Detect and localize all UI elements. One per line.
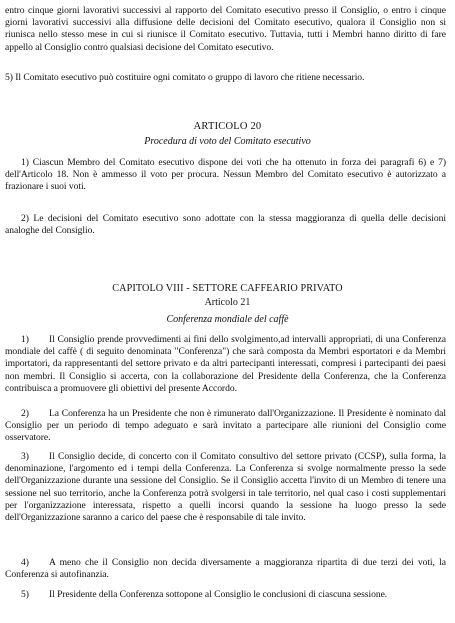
continuation-paragraph: entro cinque giorni lavorativi successivi al rapporto del Comitato esecutivo presso il Consiglio, o entro i cinque giorni lavorativi successivi alla diffusione delle decisioni del Comitato esecutivo, qualora il Consiglio non si riunisca nello stesso mese in cui si riunisce il Comitato esecutivo. Tuttavia, tutti i Membri hanno diritto di fare appello al Consiglio contro qualsiasi decisione del Comitato esecutivo.	[5, 5, 446, 53]
article-21-paragraph-3	[5, 451, 446, 524]
paragraph-number: 5)	[21, 589, 29, 600]
article-21-paragraph-4	[5, 557, 446, 581]
article-20-subheading: Procedura di voto del Comitato esecutivo	[144, 136, 311, 147]
paragraph-5-executive-committee: 5) Il Comitato esecutivo può costituire ogni comitato o gruppo di lavoro che ritiene necessario.	[5, 72, 365, 83]
article-20-paragraph-2: 2) Le decisioni del Comitato esecutivo sono adottate con la stessa maggioranza di quella delle decisioni analoghe del Consiglio.	[5, 213, 446, 237]
paragraph-text: Il Consiglio prende provvedimenti ai fini dello svolgimento,ad intervalli appropriati, di una Conferenza mondiale del caffè ( di seguito denominata "Conferenza") che sarà composta da Membri esportatori e da Membri importatori, da rappresentanti del settore privato e da altri partecipanti interessati, compresi i partecipanti dei paesi non membri. Il Consiglio si accerta, con la collaborazione del Presidente della Conferenza, che la Conferenza contribuisca a promuovere gli obiettivi del presente Accordo.	[5, 334, 446, 394]
paragraph-text: Il Presidente della Conferenza sottopone al Consiglio le conclusioni di ciascuna sessione.	[49, 589, 388, 600]
paragraph-text: A meno che il Consiglio non decida diversamente a maggioranza ripartita di due terzi dei voti, la Conferenza si autofinanzia.	[5, 557, 446, 581]
paragraph-text: Il Consiglio decide, di concerto con il Comitato consultivo del settore privato (CCSP), sulla forma, la denominazione, l'argomento ed i tempi della Conferenza. La Conferenza si svolge normalmente presso la sede dell'Organizzazione durante una sessione del Consiglio. Se il Consiglio accetta l'invito di un Membro di tenere una sessione nel suo territorio, anche la Conferenza potrà svolgersi in tale territorio, nel qual caso i costi supplementari per l'organizzazione interessata, rispetto a quelli incorsi quando la sessione ha luogo presso la sede dell'Organizzazione saranno a carico del paese che è responsabile di tale invito.	[5, 451, 446, 524]
article-21-paragraph-2	[5, 408, 446, 445]
article-20-heading: ARTICOLO 20	[193, 121, 262, 132]
paragraph-number: 1)	[21, 334, 29, 345]
paragraph-number: 4)	[21, 557, 29, 568]
article-21-heading: Articolo 21	[204, 297, 251, 308]
paragraph-number: 3)	[21, 451, 29, 462]
article-21-subheading: Conferenza mondiale del caffè	[166, 314, 289, 325]
article-21-paragraph-5	[5, 589, 446, 601]
article-21-paragraph-1	[5, 334, 446, 395]
paragraph-text: La Conferenza ha un Presidente che non è rimunerato dall'Organizzazione. Il Presidente è nominato dal Consiglio per un periodo di tempo adeguato e sarà invitato a partecipare alle riunioni del Consiglio come osservatore.	[5, 408, 446, 444]
article-20-paragraph-1: 1) Ciascun Membro del Comitato esecutivo dispone dei voti che ha ottenuto in forza dei paragrafi 6) e 7) dell'Articolo 18. Non è ammesso il voto per procura. Nessun Membro del Comitato esecutivo è autorizzato a frazionare i suoi voti.	[5, 157, 446, 193]
chapter-8-heading: CAPITOLO VIII - SETTORE CAFFEARIO PRIVATO	[112, 283, 343, 294]
paragraph-number: 2)	[21, 408, 29, 419]
